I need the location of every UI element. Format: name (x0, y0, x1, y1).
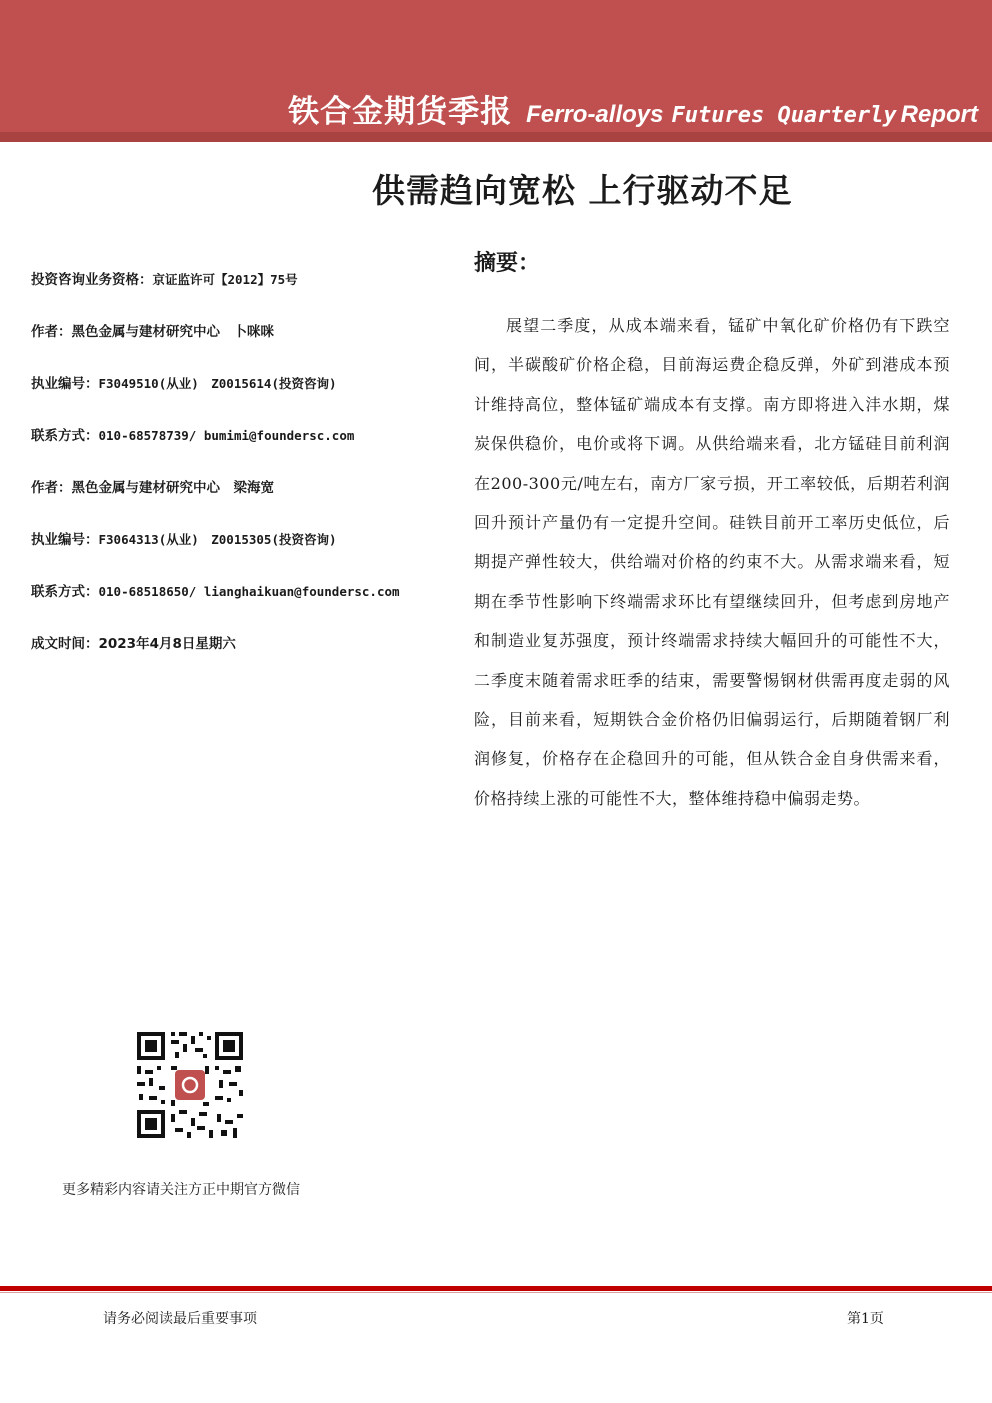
meta-date-label: 成文时间： (31, 636, 99, 652)
meta-license-1-value: F3049510(从业) Z0015614(投资咨询) (98, 376, 337, 391)
header-band (0, 0, 992, 142)
meta-author-1-label: 作者： (31, 324, 72, 340)
header-title-en-3: Report (900, 101, 978, 128)
meta-contact-1-value: 010-68578739/ bumimi@foundersc.com (98, 428, 355, 443)
header-title-en-1: Ferro-alloys (526, 101, 664, 128)
meta-contact-1 (31, 424, 451, 476)
meta-license-2 (31, 528, 451, 580)
meta-contact-2-value: 010-68518650/ lianghaikuan@foundersc.com (98, 584, 400, 599)
wechat-qr-code-icon (135, 1030, 245, 1140)
meta-qualification-value: 京证监许可【2012】75号 (152, 272, 298, 287)
qr-code-graphic (135, 1030, 245, 1140)
report-header-title (288, 86, 978, 131)
meta-author-1 (31, 320, 451, 372)
header-title-cn: 铁合金期货季报 (288, 94, 513, 130)
meta-author-2 (31, 476, 451, 528)
footer-page-number: 第1页 (847, 1311, 884, 1327)
meta-license-2-label: 执业编号： (31, 532, 99, 548)
meta-qualification-label: 投资咨询业务资格： (31, 272, 153, 288)
main-title: 供需趋向宽松 上行驱动不足 (372, 171, 793, 210)
footer-notice: 请务必阅读最后重要事项 (103, 1311, 257, 1327)
meta-license-1-label: 执业编号： (31, 376, 99, 392)
abstract-body: 展望二季度，从成本端来看，锰矿中氧化矿价格仍有下跌空间，半碳酸矿价格企稳，目前海运费企稳反弹，外矿到港成本预计维持高位，整体锰矿端成本有支撑。南方即将进入沣水期，煤炭保供稳价，电价或将下调。从供给端来看，北方锰硅目前利润在200-300元/吨左右，南方厂家亏损，开工率较低，后期若利润回升预计产量仍有一定提升空间。硅铁目前开工率历史低位，后期提产弹性较大，供给端对价格的约束不大。从需求端来看，短期在季节性影响下终端需求环比有望继续回升，但考虑到房地产和制造业复苏强度，预计终端需求持续大幅回升的可能性不大，二季度末随着需求旺季的结束，需要警惕钢材供需再度走弱的风险，目前来看，短期铁合金价格仍旧偏弱运行，后期随着钢厂利润修复，价格存在企稳回升的可能，但从铁合金自身供需来看，价格持续上涨的可能性不大，整体维持稳中偏弱走势。 (474, 316, 950, 808)
meta-contact-2 (31, 580, 451, 632)
meta-qualification (31, 268, 451, 320)
meta-author-2-value: 黑色金属与建材研究中心 梁海宽 (71, 480, 274, 496)
footer-rule-thin (0, 1292, 992, 1293)
header-title-en-2: Futures Quarterly (671, 103, 897, 128)
footer-rule (0, 1286, 992, 1291)
meta-author-1-value: 黑色金属与建材研究中心 卜咪咪 (71, 324, 274, 340)
meta-author-2-label: 作者： (31, 480, 72, 496)
meta-contact-1-label: 联系方式： (31, 428, 99, 444)
qr-caption: 更多精彩内容请关注方正中期官方微信 (62, 1182, 300, 1198)
report-meta (31, 268, 451, 684)
abstract-heading: 摘要： (474, 251, 541, 276)
meta-date-value: 2023年4月8日星期六 (98, 636, 236, 652)
meta-license-2-value: F3064313(从业) Z0015305(投资咨询) (98, 532, 337, 547)
meta-license-1 (31, 372, 451, 424)
header-band-shade (0, 132, 992, 142)
meta-contact-2-label: 联系方式： (31, 584, 99, 600)
meta-date (31, 632, 451, 684)
